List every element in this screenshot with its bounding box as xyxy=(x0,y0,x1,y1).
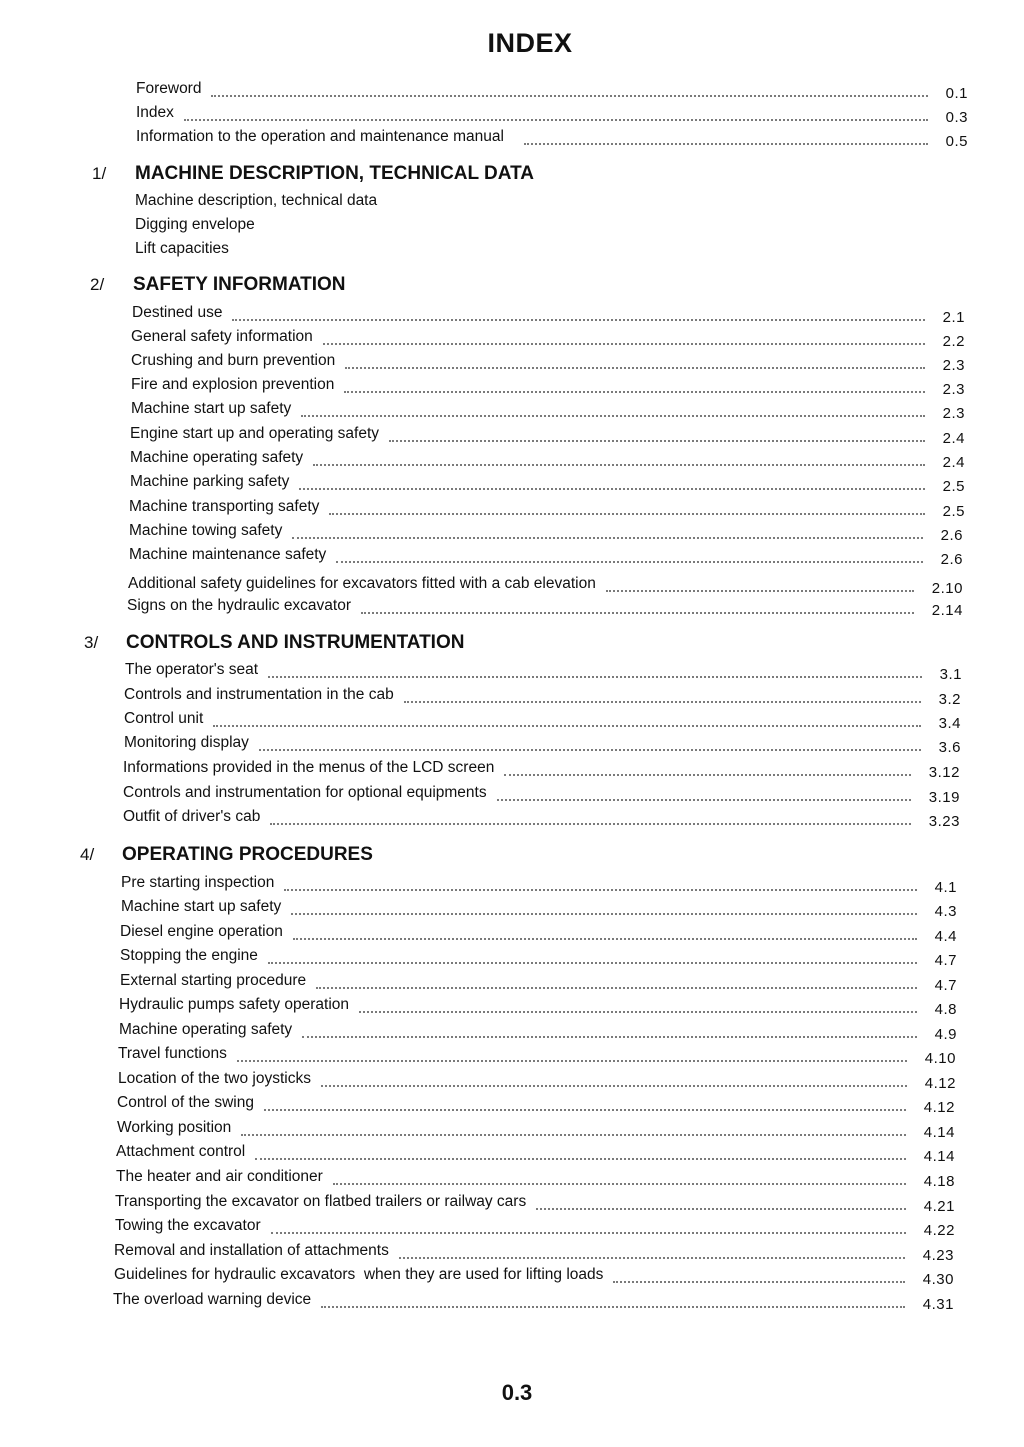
toc-entry[interactable] xyxy=(113,1291,954,1313)
toc-entry[interactable] xyxy=(114,1266,954,1288)
toc-entry-page: 3.2 xyxy=(938,691,961,708)
toc-entry-label: The operator's seat xyxy=(125,661,259,678)
toc-entry-label: Pre starting inspection xyxy=(121,874,275,891)
toc-entry-label: Machine operating safety xyxy=(130,449,304,466)
toc-entry-page: 2.1 xyxy=(942,309,965,326)
toc-entry-label: Machine start up safety xyxy=(121,898,282,915)
toc-entry-label[interactable]: Machine description, technical data xyxy=(135,192,378,209)
toc-entry[interactable] xyxy=(123,759,960,781)
dot-leader xyxy=(389,440,925,442)
dot-leader xyxy=(316,987,917,989)
toc-entry[interactable] xyxy=(131,328,965,350)
toc-entry-label: Control unit xyxy=(124,710,204,727)
dot-leader xyxy=(321,1085,907,1087)
toc-entry-page: 0.1 xyxy=(945,85,968,102)
toc-entry[interactable] xyxy=(119,1021,957,1043)
toc-entry-page: 4.8 xyxy=(934,1001,957,1018)
dot-leader xyxy=(292,537,922,539)
dot-leader xyxy=(241,1134,905,1136)
toc-entry-label: Machine operating safety xyxy=(119,1021,293,1038)
toc-entry-label: Hydraulic pumps safety operation xyxy=(119,996,350,1013)
toc-entry-page: 4.31 xyxy=(922,1296,954,1313)
toc-entry-page: 2.3 xyxy=(942,357,965,374)
toc-entry-page: 4.9 xyxy=(934,1026,957,1043)
toc-entry-label: Working position xyxy=(117,1119,232,1136)
dot-leader xyxy=(268,676,922,678)
toc-entry-label: Attachment control xyxy=(116,1143,246,1160)
toc-entry-page: 4.7 xyxy=(934,952,957,969)
toc-entry[interactable] xyxy=(120,947,957,969)
toc-entry-page: 2.4 xyxy=(942,430,965,447)
toc-entry-label: Informations provided in the menus of the LCD screen xyxy=(123,759,495,776)
toc-entry-label: Outfit of driver's cab xyxy=(123,808,261,825)
dot-leader xyxy=(301,415,924,417)
section-heading: SAFETY INFORMATION xyxy=(133,274,346,295)
toc-entry[interactable] xyxy=(130,425,965,447)
toc-entry-page: 4.14 xyxy=(923,1124,955,1141)
toc-entry-label: Monitoring display xyxy=(124,734,249,751)
toc-entry-label: The overload warning device xyxy=(113,1291,312,1308)
toc-entry-label: Controls and instrumentation for optional equipments xyxy=(123,784,487,801)
toc-entry-page: 2.14 xyxy=(931,602,963,619)
toc-entry-page: 4.14 xyxy=(923,1148,955,1165)
section-number: 2/ xyxy=(90,275,105,294)
toc-entry-page: 4.4 xyxy=(934,928,957,945)
toc-entry[interactable] xyxy=(130,473,965,495)
dot-leader xyxy=(336,561,922,563)
toc-entry[interactable] xyxy=(121,898,957,920)
toc-entry-label: Crushing and burn prevention xyxy=(131,352,336,369)
toc-entry-label[interactable]: Digging envelope xyxy=(135,216,255,233)
toc-entry[interactable] xyxy=(125,661,962,683)
toc-entry-page: 2.6 xyxy=(940,551,963,568)
toc-entry-page: 2.4 xyxy=(942,454,965,471)
dot-leader xyxy=(291,913,916,915)
toc-entry[interactable] xyxy=(116,1143,955,1165)
dot-leader xyxy=(264,1109,906,1111)
dot-leader xyxy=(268,962,917,964)
toc-entry-page: 4.18 xyxy=(923,1173,955,1190)
toc-entry[interactable] xyxy=(131,400,965,422)
toc-entry-page: 4.22 xyxy=(923,1222,955,1239)
toc-entry-label: Additional safety guidelines for excavators fitted with a cab elevation xyxy=(128,575,596,592)
toc-entry-label: Transporting the excavator on flatbed trailers or railway cars xyxy=(115,1193,527,1210)
toc-entry[interactable] xyxy=(123,808,960,830)
toc-entry[interactable] xyxy=(127,597,963,619)
toc-entry-label: Machine parking safety xyxy=(130,473,290,490)
dot-leader xyxy=(399,1257,905,1259)
toc-entry-label: Travel functions xyxy=(118,1045,227,1062)
toc-entry-page: 2.10 xyxy=(931,580,963,597)
toc-entry-label: Towing the excavator xyxy=(115,1217,261,1234)
toc-entry-label: Removal and installation of attachments xyxy=(114,1242,389,1259)
toc-entry-label: External starting procedure xyxy=(120,972,307,989)
toc-entry-page: 3.12 xyxy=(928,764,960,781)
toc-entry-label: Machine start up safety xyxy=(131,400,292,417)
toc-entry[interactable] xyxy=(124,686,961,708)
toc-entry-page: 4.12 xyxy=(923,1099,955,1116)
toc-entry[interactable] xyxy=(118,1070,956,1092)
dot-leader xyxy=(232,319,924,321)
toc-entry-label: Machine maintenance safety xyxy=(129,546,327,563)
toc-entry[interactable] xyxy=(117,1119,955,1141)
toc-entry-page: 3.23 xyxy=(928,813,960,830)
toc-entry[interactable] xyxy=(115,1193,955,1215)
dot-leader xyxy=(237,1060,907,1062)
toc-entry-page: 4.30 xyxy=(922,1271,954,1288)
toc-entry[interactable] xyxy=(121,874,957,896)
toc-entry-label: Diesel engine operation xyxy=(120,923,283,940)
toc-entry-page: 2.2 xyxy=(942,333,965,350)
toc-entry-label: Destined use xyxy=(132,304,223,321)
toc-entry-label: Signs on the hydraulic excavator xyxy=(127,597,352,614)
toc-entry[interactable] xyxy=(132,304,965,326)
dot-leader xyxy=(284,889,916,891)
toc-entry[interactable] xyxy=(129,522,963,544)
toc-entry-label: Location of the two joysticks xyxy=(118,1070,311,1087)
toc-entry-page: 0.3 xyxy=(945,109,968,126)
toc-entry-label: General safety information xyxy=(131,328,313,345)
dot-leader xyxy=(333,1183,906,1185)
toc-entry[interactable] xyxy=(119,996,957,1018)
dot-leader xyxy=(299,488,924,490)
toc-entry-page: 4.23 xyxy=(922,1247,954,1264)
toc-entry[interactable] xyxy=(129,498,965,520)
toc-entry-page: 2.3 xyxy=(942,381,965,398)
toc-entry-label: Guidelines for hydraulic excavators when they are used for lifting loads xyxy=(114,1266,604,1283)
toc-entry[interactable] xyxy=(131,376,965,398)
toc-entry-foreword[interactable] xyxy=(136,80,968,102)
section-heading: CONTROLS AND INSTRUMENTATION xyxy=(126,632,465,653)
dot-leader xyxy=(313,464,924,466)
dot-leader xyxy=(184,119,928,121)
dot-leader xyxy=(536,1208,906,1210)
toc-entry[interactable] xyxy=(118,1045,956,1067)
dot-leader xyxy=(345,367,924,369)
toc-entry-label: Controls and instrumentation in the cab xyxy=(124,686,394,703)
dot-leader xyxy=(613,1281,904,1283)
toc-entry-page: 4.1 xyxy=(934,879,957,896)
toc-entry-label: The heater and air conditioner xyxy=(116,1168,323,1185)
toc-entry-index[interactable] xyxy=(136,104,968,126)
dot-leader xyxy=(213,725,920,727)
dot-leader xyxy=(404,701,921,703)
dot-leader xyxy=(359,1011,917,1013)
toc-entry-page: 4.21 xyxy=(923,1198,955,1215)
toc-entry-label: Machine towing safety xyxy=(129,522,283,539)
dot-leader xyxy=(259,749,921,751)
dot-leader xyxy=(361,612,914,614)
dot-leader xyxy=(293,938,917,940)
toc-entry-label: Index xyxy=(136,104,174,121)
dot-leader xyxy=(211,95,927,97)
toc-entry-label: Information to the operation and maintenance manual xyxy=(136,128,504,145)
toc-entry-label: Fire and explosion prevention xyxy=(131,376,335,393)
page-number: 0.3 xyxy=(501,1380,533,1405)
toc-entry-page: 2.3 xyxy=(942,405,965,422)
toc-entry[interactable] xyxy=(130,449,965,471)
toc-entry[interactable] xyxy=(120,972,957,994)
dot-leader xyxy=(270,823,910,825)
toc-entry[interactable] xyxy=(129,546,963,568)
toc-entry-page: 3.4 xyxy=(938,715,961,732)
toc-entry-page: 4.3 xyxy=(934,903,957,920)
dot-leader xyxy=(323,343,925,345)
dot-leader xyxy=(524,143,928,145)
toc-entry-page: 4.7 xyxy=(934,977,957,994)
dot-leader xyxy=(302,1036,916,1038)
section-number: 3/ xyxy=(84,633,99,652)
toc-entry-page: 2.5 xyxy=(942,478,965,495)
toc-entry[interactable] xyxy=(123,784,960,806)
toc-entry-label: Engine start up and operating safety xyxy=(130,425,380,442)
toc-entry[interactable] xyxy=(116,1168,955,1190)
toc-entry-page: 3.1 xyxy=(939,666,962,683)
dot-leader xyxy=(504,774,910,776)
section-heading: OPERATING PROCEDURES xyxy=(122,844,373,865)
dot-leader xyxy=(344,391,924,393)
toc-entry[interactable] xyxy=(114,1242,954,1264)
toc-entry-page: 2.5 xyxy=(942,503,965,520)
toc-entry[interactable] xyxy=(131,352,965,374)
toc-entry-label: Machine transporting safety xyxy=(129,498,320,515)
toc-entry[interactable] xyxy=(124,710,961,732)
dot-leader xyxy=(329,513,924,515)
dot-leader xyxy=(271,1232,906,1234)
toc-entry-information[interactable] xyxy=(136,128,968,150)
dot-leader xyxy=(255,1158,906,1160)
toc-entry[interactable] xyxy=(124,734,961,756)
page-title: INDEX xyxy=(487,28,573,58)
section-number: 1/ xyxy=(92,164,107,183)
toc-entry[interactable] xyxy=(120,923,957,945)
toc-entry-page: 4.12 xyxy=(924,1075,956,1092)
toc-entry-page: 3.19 xyxy=(928,789,960,806)
toc-entry-page: 2.6 xyxy=(940,527,963,544)
toc-entry-page: 3.6 xyxy=(938,739,961,756)
toc-entry-page: 0.5 xyxy=(945,133,968,150)
toc-entry-label: Control of the swing xyxy=(117,1094,254,1111)
section-heading: MACHINE DESCRIPTION, TECHNICAL DATA xyxy=(135,163,534,184)
toc-entry[interactable] xyxy=(115,1217,955,1239)
section-number: 4/ xyxy=(80,845,95,864)
dot-leader xyxy=(321,1306,905,1308)
toc-entry[interactable] xyxy=(117,1094,955,1116)
toc-entry-label: Stopping the engine xyxy=(120,947,258,964)
toc-entry-page: 4.10 xyxy=(924,1050,956,1067)
dot-leader xyxy=(497,799,911,801)
toc-entry-label: Foreword xyxy=(136,80,202,97)
dot-leader xyxy=(606,590,914,592)
toc-entry-label[interactable]: Lift capacities xyxy=(135,240,229,257)
toc-entry[interactable] xyxy=(128,575,963,597)
